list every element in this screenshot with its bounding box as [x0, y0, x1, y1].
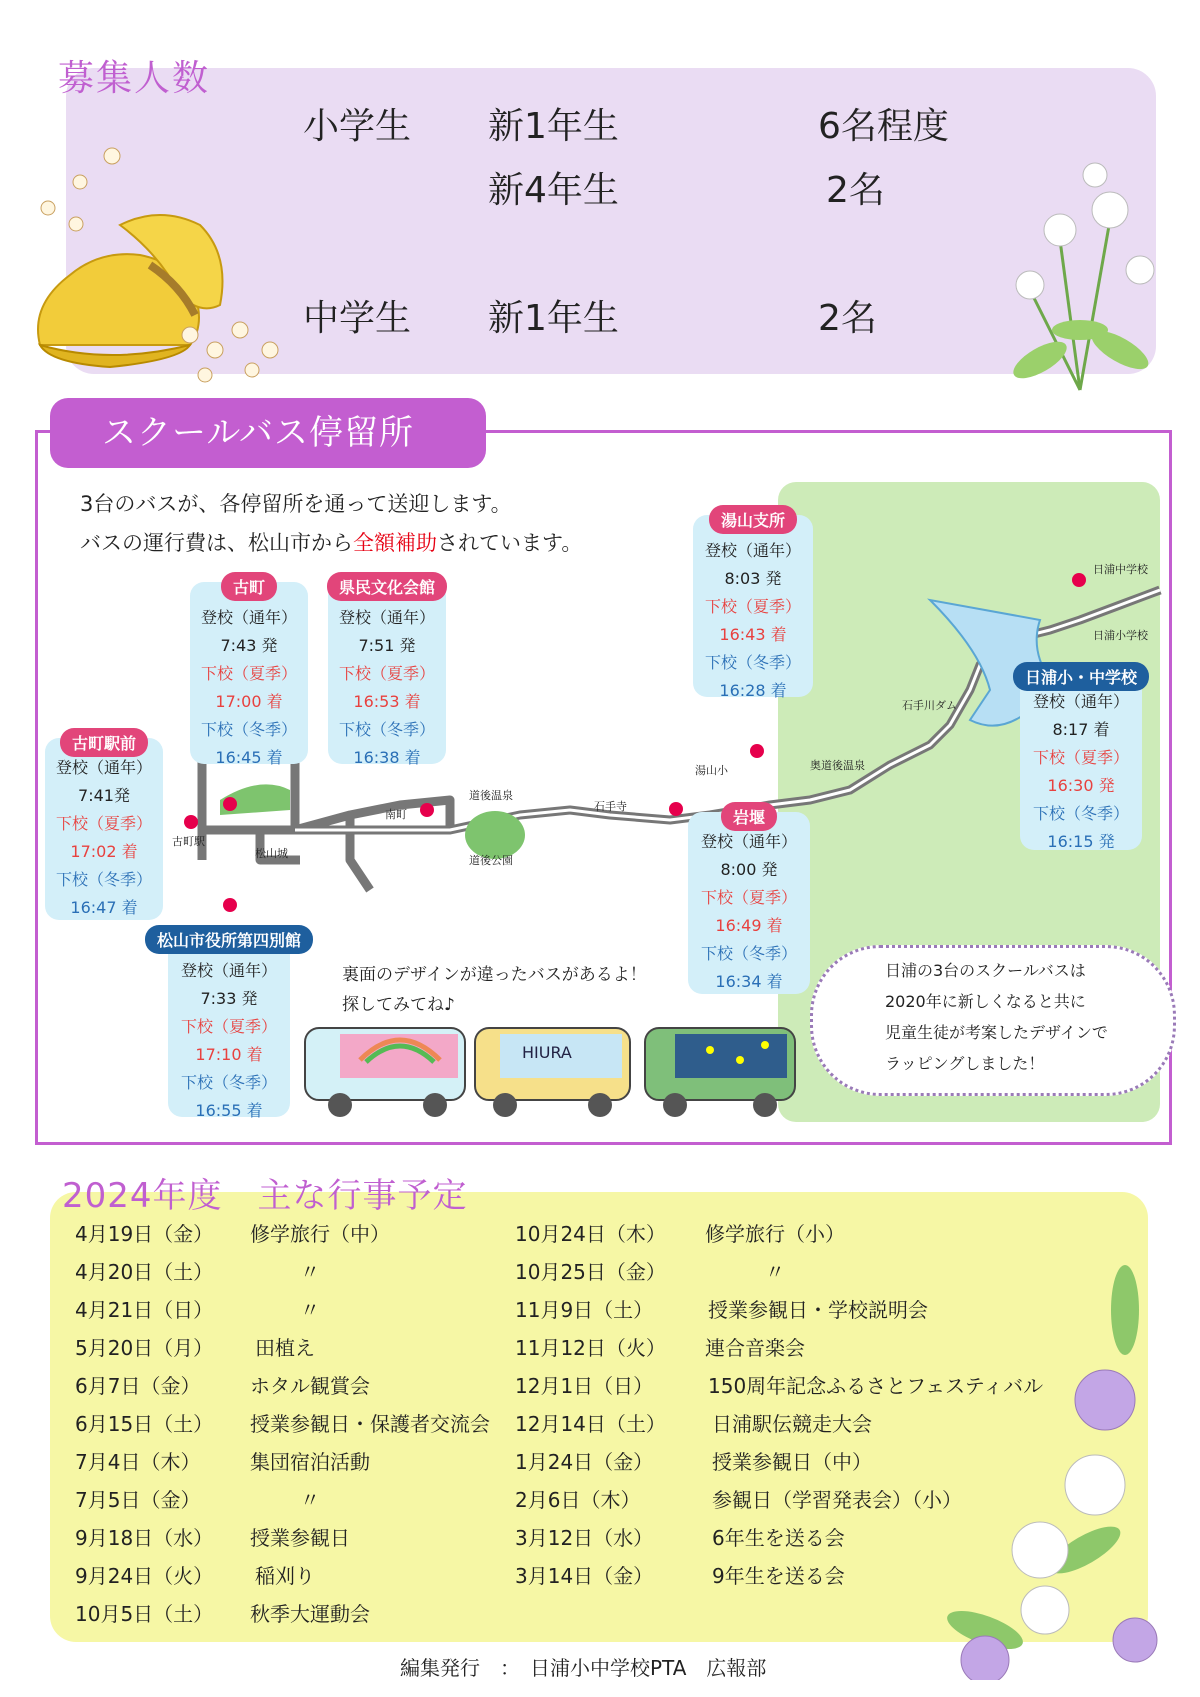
cloud-line: 日浦の3台のスクールバスは: [885, 961, 1086, 980]
stop-line: 登校（通年）: [200, 608, 297, 627]
stop-dot-hiura-school: [1072, 573, 1086, 587]
event-name: 〃: [300, 1488, 320, 1512]
stop-line: 8:00 発: [720, 860, 778, 879]
stop-line: 16:30 発: [1047, 776, 1115, 795]
event-date: 11月12日（火）: [515, 1336, 666, 1360]
map-label-yuyama-el: 湯山小: [695, 764, 728, 777]
recruit-grade: 新1年生: [488, 298, 619, 339]
stop-line: 下校（冬季）: [200, 720, 297, 739]
event-name: 授業参観日: [250, 1526, 350, 1550]
cloud-line: 児童生徒が考案したデザインで: [885, 1023, 1108, 1042]
stop-line: 下校（夏季）: [704, 597, 801, 616]
map-label-ishiteji: 石手寺: [594, 800, 627, 813]
bus-stop-yuyama: [693, 511, 813, 700]
stop-line: 8:03 発: [724, 569, 782, 588]
event-name: 修学旅行（中）: [250, 1222, 390, 1246]
stop-line: 7:51 発: [358, 636, 416, 655]
event-date: 10月5日（土）: [75, 1602, 214, 1626]
stop-line: 下校（冬季）: [1032, 804, 1129, 823]
recruit-grade: 新1年生: [488, 106, 619, 147]
stop-line: 16:53 着: [353, 692, 421, 711]
event-date: 11月9日（土）: [515, 1298, 654, 1322]
stop-dot-iwaseki: [669, 802, 683, 816]
event-name: 〃: [300, 1298, 320, 1322]
stop-line: 登校（通年）: [1032, 692, 1129, 711]
event-date: 12月14日（土）: [515, 1412, 666, 1436]
cloud-line: ラッピングしました！: [885, 1054, 1045, 1073]
event-date: 7月4日（木）: [75, 1450, 201, 1474]
recruit-title: 募集人数: [58, 58, 211, 99]
event-name: 授業参観日（中）: [712, 1450, 872, 1474]
recruit-grade: 新4年生: [488, 170, 619, 211]
stop-name: 古町駅前: [60, 728, 148, 757]
recruit-count: 2名: [826, 170, 885, 211]
stop-line: 下校（夏季）: [338, 664, 435, 683]
stop-name: 古町: [221, 572, 277, 601]
event-name: ホタル観賞会: [250, 1374, 370, 1398]
bus-stop-kenmin-bunka-kaikan: [328, 578, 446, 767]
stop-line: 16:34 着: [715, 972, 783, 991]
map-label-okudogo: 奥道後温泉: [810, 759, 865, 772]
event-date: 10月25日（金）: [515, 1260, 666, 1284]
event-name: 集団宿泊活動: [250, 1450, 370, 1474]
event-name: 修学旅行（小）: [705, 1222, 845, 1246]
stop-line: 16:47 着: [70, 898, 138, 917]
stop-line: 下校（夏季）: [700, 888, 797, 907]
stop-name: 県民文化会館: [327, 572, 447, 601]
map-label-hiura-el: 日浦小学校: [1093, 629, 1148, 642]
event-name: 連合音楽会: [705, 1336, 805, 1360]
stop-line: 17:02 着: [70, 842, 138, 861]
stop-line: 登校（通年）: [338, 608, 435, 627]
event-date: 1月24日（金）: [515, 1450, 654, 1474]
event-date: 6月15日（土）: [75, 1412, 214, 1436]
bus-hiura-illustration: [475, 1028, 630, 1117]
stop-line: 下校（冬季）: [180, 1073, 277, 1092]
stop-line: 下校（夏季）: [55, 814, 152, 833]
stop-line: 下校（冬季）: [700, 944, 797, 963]
full-subsidy-highlight: 全額補助: [353, 531, 437, 555]
event-name: 授業参観日・保護者交流会: [250, 1412, 490, 1436]
stop-line: 16:15 発: [1047, 832, 1115, 851]
event-name: 150周年記念ふるさとフェスティバル: [708, 1374, 1044, 1398]
map-label-hiura-jh: 日浦中学校: [1093, 563, 1148, 576]
map-label-minamimachi: 南町: [385, 808, 407, 821]
bus-intro-1: 3台のバスが、各停留所を通って送迎します。: [80, 492, 512, 516]
event-name: 秋季大運動会: [250, 1602, 370, 1626]
event-date: 9月24日（火）: [75, 1564, 214, 1588]
violet-white-flowers-illustration: [925, 1250, 1170, 1680]
stop-line: 登校（通年）: [700, 832, 797, 851]
stop-dot-city-hall: [223, 898, 237, 912]
event-date: 2月6日（木）: [515, 1488, 641, 1512]
event-name: 参観日（学習発表会）（小）: [712, 1488, 962, 1512]
bus-intro-2-post: されています。: [437, 531, 583, 555]
events-title: 2024年度 主な行事予定: [62, 1176, 468, 1216]
bus-firefly-illustration: [645, 1028, 795, 1117]
stop-line: 17:10 着: [195, 1045, 263, 1064]
stop-name: 岩堰: [721, 802, 777, 831]
stop-line: 16:45 着: [215, 748, 283, 767]
stop-dot-komachi: [223, 797, 237, 811]
stop-line: 下校（冬季）: [704, 653, 801, 672]
event-date: 9月18日（水）: [75, 1526, 214, 1550]
bus-stop-hiura-school: [1020, 668, 1142, 851]
stop-line: 16:38 着: [353, 748, 421, 767]
bus-stop-city-hall-annex: [156, 931, 302, 1120]
stop-line: 8:17 着: [1052, 720, 1110, 739]
bus-rainbow-illustration: [305, 1028, 465, 1117]
elementary-label: 小学生: [303, 106, 412, 147]
stop-dot-komachi-station: [184, 815, 198, 829]
event-name: 田植え: [255, 1336, 315, 1360]
stop-line: 登校（通年）: [55, 758, 152, 777]
stop-line: 17:00 着: [215, 692, 283, 711]
bus-hiura-text: HIURA: [522, 1043, 572, 1062]
stop-line: 7:43 発: [220, 636, 278, 655]
bus-section-title: スクールバス停留所: [50, 398, 486, 468]
event-date: 5月20日（月）: [75, 1336, 214, 1360]
map-label-dam: 石手川ダム: [902, 699, 957, 712]
footer-publisher: 編集発行 ： 日浦小中学校PTA 広報部: [400, 1656, 767, 1680]
stop-name: 湯山支所: [709, 505, 797, 534]
event-date: 3月12日（水）: [515, 1526, 654, 1550]
event-date: 4月21日（日）: [75, 1298, 214, 1322]
stop-name: 松山市役所第四別館: [145, 925, 313, 954]
stop-line: 7:33 発: [200, 989, 258, 1008]
small-flowers-illustration: [40, 140, 300, 390]
stop-line: 下校（夏季）: [200, 664, 297, 683]
cloud-line: 2020年に新しくなると共に: [885, 992, 1086, 1011]
bus-note-1: 裏面のデザインが違ったバスがあるよ！: [342, 965, 647, 985]
event-date: 10月24日（木）: [515, 1222, 666, 1246]
event-date: 6月7日（金）: [75, 1374, 201, 1398]
bus-note-2: 探してみてね♪: [342, 995, 455, 1015]
event-name: 日浦駅伝競走大会: [712, 1412, 872, 1436]
stop-line: 16:43 着: [719, 625, 787, 644]
stop-line: 16:55 着: [195, 1101, 263, 1120]
stop-dot-minamimachi: [420, 803, 434, 817]
bus-intro-2-pre: バスの運行費は、松山市から: [80, 531, 353, 555]
map-label-castle: 松山城: [255, 847, 288, 860]
bus-stop-komachi: [190, 578, 308, 767]
stop-line: 16:28 着: [719, 681, 787, 700]
stop-line: 下校（冬季）: [55, 870, 152, 889]
white-flowers-illustration: [990, 160, 1170, 400]
stop-name: 日浦小・中学校: [1013, 662, 1149, 691]
bus-intro-2: [80, 527, 582, 557]
map-label-dogo-onsen: 道後温泉: [469, 789, 513, 802]
event-date: 4月19日（金）: [75, 1222, 214, 1246]
event-date: 12月1日（日）: [515, 1374, 654, 1398]
bus-illustrations: [300, 1020, 800, 1120]
event-date: 7月5日（金）: [75, 1488, 201, 1512]
recruit-count: 6名程度: [818, 106, 949, 147]
event-name: 6年生を送る会: [712, 1526, 845, 1550]
stop-line: 16:49 着: [715, 916, 783, 935]
bus-stop-komachi-ekimae: [45, 734, 163, 920]
stop-line: 登校（通年）: [704, 541, 801, 560]
event-name: 9年生を送る会: [712, 1564, 845, 1588]
event-name: 稲刈り: [255, 1564, 315, 1588]
stop-dot-yuyama: [750, 744, 764, 758]
junior-label: 中学生: [303, 298, 412, 339]
stop-line: 登校（通年）: [180, 961, 277, 980]
map-label-dogo-park: 道後公園: [469, 854, 513, 867]
stop-line: 下校（夏季）: [180, 1017, 277, 1036]
stop-line: 下校（冬季）: [338, 720, 435, 739]
event-name: 授業参観日・学校説明会: [708, 1298, 928, 1322]
recruit-count: 2名: [818, 298, 877, 339]
event-name: 〃: [300, 1260, 320, 1284]
bus-stop-iwaseki: [688, 808, 810, 994]
stop-line: 7:41発: [78, 786, 130, 805]
event-name: 〃: [765, 1260, 785, 1284]
event-date: 4月20日（土）: [75, 1260, 214, 1284]
map-label-komachi-station: 古町駅: [172, 835, 205, 848]
event-date: 3月14日（金）: [515, 1564, 654, 1588]
stop-line: 下校（夏季）: [1032, 748, 1129, 767]
